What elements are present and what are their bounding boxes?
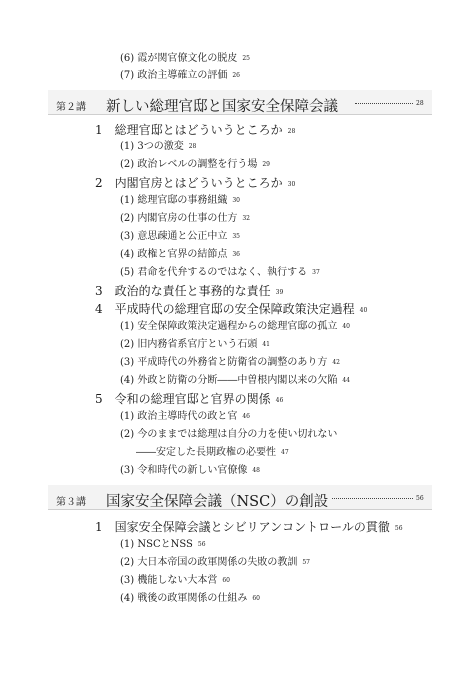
lecture-number: 第２講 — [56, 102, 86, 113]
toc-section-label: 3 政治的な責任と事務的な責任 — [95, 284, 271, 298]
toc-item — [120, 54, 250, 64]
toc-page-number: 44 — [342, 377, 350, 384]
toc-section-label: 2 内閣官房とはどういうところか — [95, 176, 283, 190]
toc-page-number: 30 — [287, 181, 296, 188]
toc-item — [120, 232, 240, 242]
toc-item-label: (2) 旧内務省系官庁という石頭 — [120, 339, 258, 350]
toc-page-number: 25 — [242, 55, 250, 62]
toc-page-number: 41 — [262, 341, 270, 348]
lecture-title: 国家安全保障会議（NSC）の創設 — [106, 494, 329, 510]
toc-item-label: (7) 政治主導確立の評価 — [120, 70, 228, 81]
lecture-title: 新しい総理官邸と国家安全保障会議 — [106, 99, 338, 115]
toc-item-label: (3) 平成時代の外務省と防衛省の調整のあり方 — [120, 357, 328, 368]
dot-leader — [355, 103, 413, 104]
toc-item — [120, 340, 270, 350]
toc-section-label: 4 平成時代の総理官邸の安全保障政策決定過程 — [95, 302, 355, 316]
dot-leader — [332, 498, 413, 499]
toc-item-label: (4) 戦後の政軍関係の仕組み — [120, 593, 248, 604]
toc-section — [95, 285, 283, 297]
toc-item — [120, 214, 250, 224]
toc-item-label: (1) 安全保障政策決定過程からの総理官邸の孤立 — [120, 321, 338, 332]
toc-section-label: 1 国家安全保障会議とシビリアンコントロールの貫徹 — [95, 520, 390, 534]
toc-item-label: (1) NSCとNSS — [120, 539, 193, 550]
lecture-number: 第３講 — [56, 497, 86, 508]
toc-item — [120, 160, 270, 170]
toc-item-label: (1) 政治主導時代の政と官 — [120, 411, 238, 422]
toc-page-number: 56 — [197, 541, 206, 548]
toc-item-label: (6) 霞が関官僚文化の脱皮 — [120, 53, 238, 64]
toc-item — [120, 358, 340, 368]
toc-item-label: (3) 意思疎通と公正中立 — [120, 231, 228, 242]
toc-item-label: (1) 3つの激変 — [120, 141, 184, 152]
toc-page-number: 60 — [222, 577, 230, 584]
toc-section — [95, 177, 295, 189]
toc-page-number: 28 — [287, 128, 296, 135]
toc-item-label: ――安定した長期政権の必要性 — [136, 447, 276, 458]
toc-section — [95, 393, 283, 405]
toc-item-label: (1) 総理官邸の事務組織 — [120, 195, 228, 206]
toc-page-number: 36 — [232, 251, 240, 258]
toc-item-label: (4) 外政と防衛の分断――中曽根内閣以来の欠陥 — [120, 375, 338, 386]
toc-item — [120, 466, 260, 476]
toc-page-number: 60 — [252, 595, 260, 602]
toc-item-label: (5) 君命を代弁するのではなく、執行する — [120, 267, 308, 278]
toc-page-number: 48 — [252, 467, 260, 474]
toc-item — [120, 594, 260, 604]
toc-item — [120, 376, 350, 386]
toc-item-label: (4) 政権と官界の結節点 — [120, 249, 228, 260]
toc-page-number: 40 — [359, 307, 368, 314]
toc-item — [120, 268, 320, 278]
toc-item — [120, 322, 350, 332]
toc-page-number: 46 — [275, 397, 284, 404]
toc-page-number: 42 — [332, 359, 340, 366]
toc-item — [120, 430, 337, 440]
toc-item-label: (2) 政治レベルの調整を行う場 — [120, 159, 258, 170]
toc-page-number: 46 — [242, 413, 250, 420]
toc-page-number: 28 — [188, 143, 197, 150]
toc-item — [120, 540, 206, 550]
toc-item — [120, 142, 196, 152]
toc-item — [120, 576, 230, 586]
toc-item — [120, 558, 310, 568]
toc-page-number: 32 — [242, 215, 250, 222]
toc-section — [95, 521, 403, 533]
toc-section-label: 1 総理官邸とはどういうところか — [95, 123, 283, 137]
toc-page-number: 35 — [232, 233, 240, 240]
lecture-page-number: 28 — [416, 100, 424, 107]
toc-item-label: (2) 今のままでは総理は自分の力を使い切れない — [120, 429, 338, 440]
toc-section-label: 5 令和の総理官邸と官界の関係 — [95, 392, 271, 406]
toc-section — [95, 303, 367, 315]
toc-page-number: 26 — [232, 72, 240, 79]
toc-item — [120, 196, 240, 206]
toc-item — [120, 250, 240, 260]
toc-item-continuation — [136, 448, 289, 458]
toc-item — [120, 412, 250, 422]
toc-item-label: (2) 大日本帝国の政軍関係の失敗の教訓 — [120, 557, 298, 568]
toc-item-label: (3) 令和時代の新しい官僚像 — [120, 465, 248, 476]
toc-page-number: 30 — [232, 197, 240, 204]
toc-section — [95, 124, 295, 136]
toc-item — [120, 71, 240, 81]
toc-page-number: 39 — [275, 289, 284, 296]
toc-item-label: (2) 内閣官房の仕事の仕方 — [120, 213, 238, 224]
toc-page-number: 29 — [262, 161, 270, 168]
toc-page-number: 57 — [302, 559, 310, 566]
toc-page-number: 37 — [312, 269, 320, 276]
toc-item-label: (3) 機能しない大本営 — [120, 575, 218, 586]
lecture-page-number: 56 — [416, 495, 424, 502]
toc-page-number: 56 — [394, 525, 403, 532]
toc-page-number: 47 — [281, 449, 289, 456]
toc-page-number: 40 — [342, 323, 350, 330]
